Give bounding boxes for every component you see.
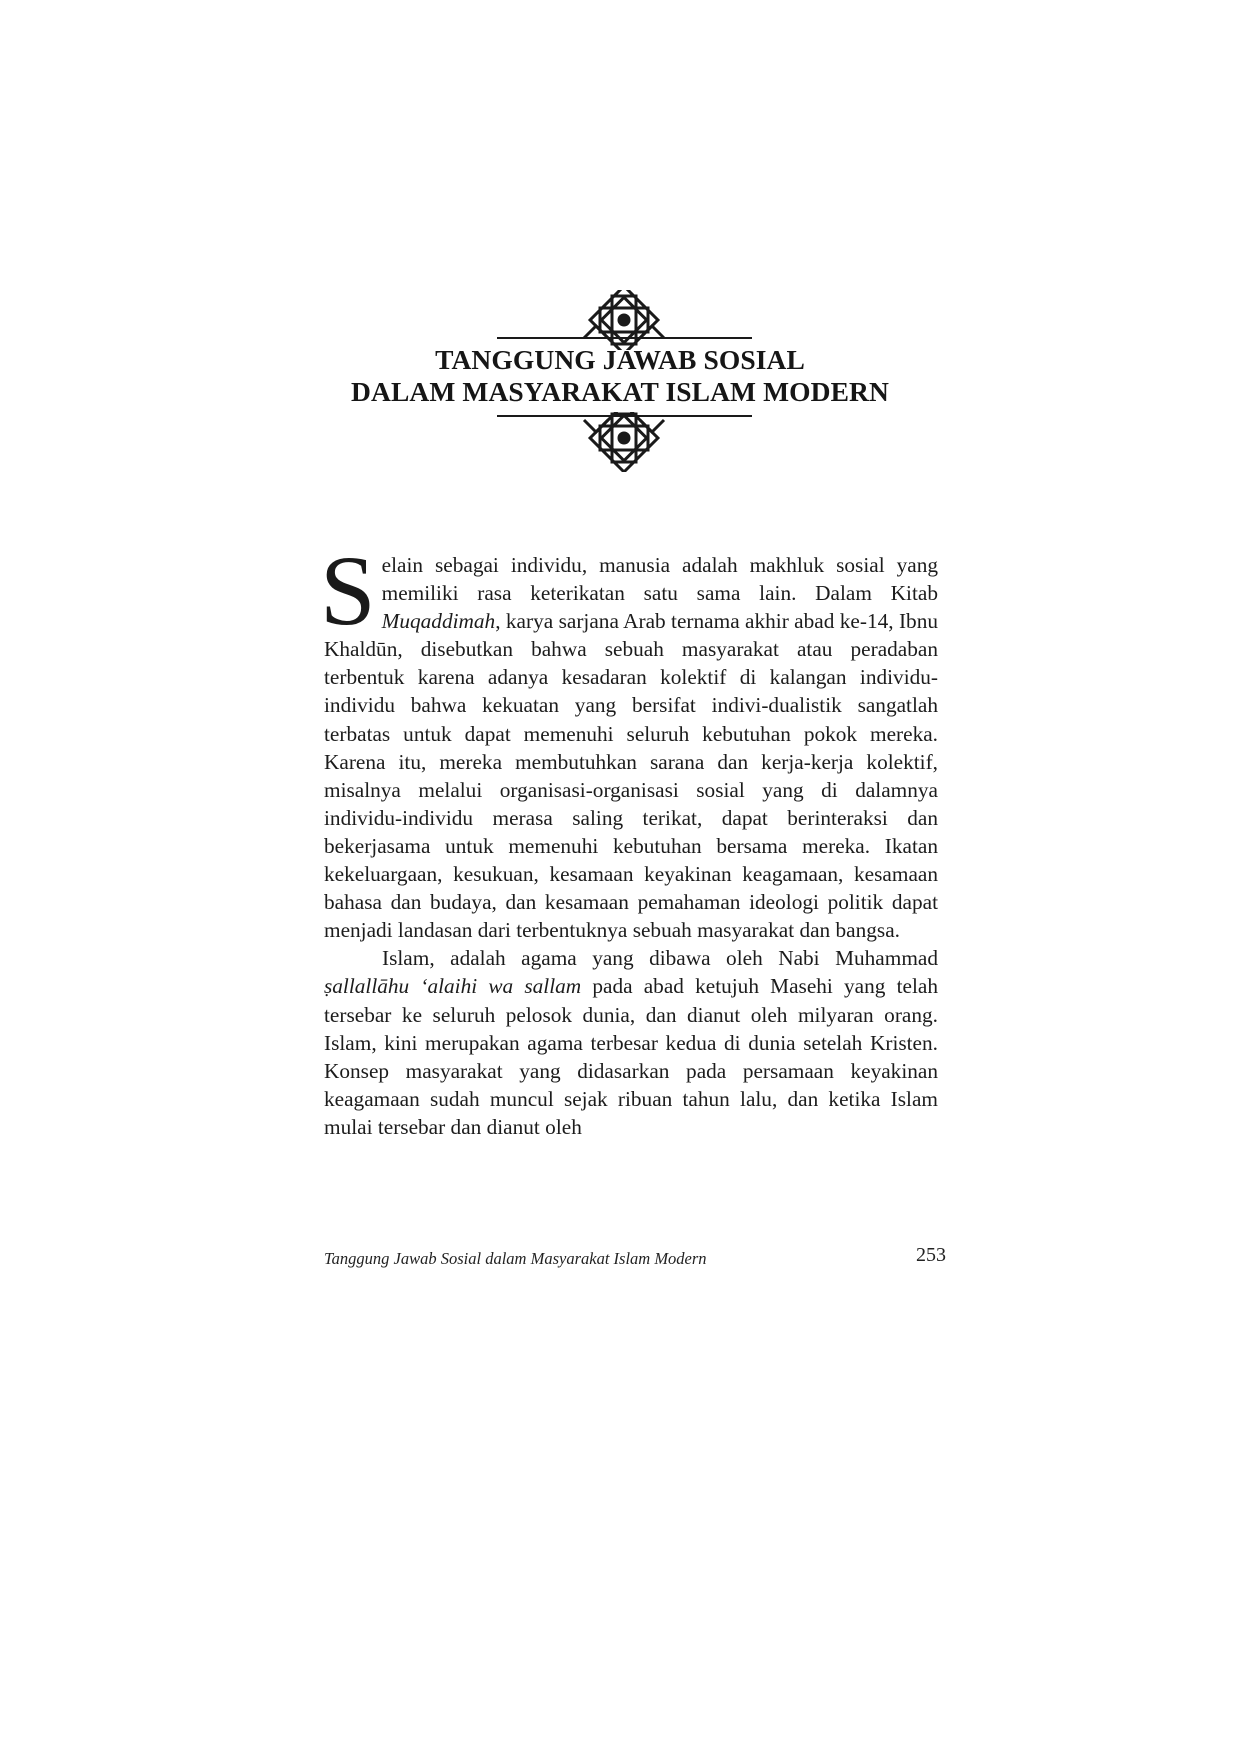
running-title: Tanggung Jawab Sosial dalam Masyarakat Islam Modern xyxy=(324,1249,707,1268)
paragraph-1-text-a: elain sebagai individu, manusia adalah makhluk sosial yang memiliki rasa keterikatan satu sama lain. Dalam Kitab xyxy=(381,553,938,606)
page-number: 253 xyxy=(916,1244,946,1266)
chapter-title-line-2: DALAM MASYARAKAT ISLAM MODERN xyxy=(351,376,889,407)
paragraph-2-text-b: pada abad ketujuh Masehi yang telah tersebar ke seluruh pelosok dunia, dan dianut oleh milyaran orang. Islam, kini merupakan agama terbesar kedua di dunia setelah Kristen. Konsep masyarakat yang didasarkan pada persamaan keyakinan keagamaan sudah muncul sejak ribuan tahun lalu, dan ketika Islam mulai tersebar dan dianut oleh xyxy=(324,974,938,1139)
drop-cap: S xyxy=(320,535,376,646)
paragraph-2 xyxy=(324,944,938,1141)
book-title-muqaddimah: Muqaddimah xyxy=(381,609,496,634)
chapter-title-line-1: TANGGUNG JAWAB SOSIAL xyxy=(435,344,805,375)
paragraph-2-text-a: Islam, adalah agama yang dibawa oleh Nabi Muhammad xyxy=(382,946,938,971)
honorific-phrase: ṣallallāhu ‘alaihi wa sallam xyxy=(324,974,582,999)
paragraph-1-text-b: , karya sarjana Arab ternama akhir abad ke-14, Ibnu Khaldūn, disebutkan bahwa sebuah masyarakat atau peradaban terbentuk karena adanya kesadaran kolektif di kalangan individu-individu bahwa kekuatan yang bersifat indivi-dualistik sangatlah terbatas untuk dapat memenuhi seluruh kebutuhan pokok mereka. Karena itu, mereka membutuhkan sarana dan kerja-kerja kolektif, misalnya melalui organisasi-organisasi sosial yang di dalamnya individu-individu merasa saling terikat, dapat berinteraksi dan bekerjasama untuk memenuhi kebutuhan bersama mereka. Ikatan kekeluargaan, kesukuan, kesamaan keyakinan keagamaan, kesamaan bahasa dan budaya, dan kesamaan pemahaman ideologi politik dapat menjadi landasan dari terbentuknya sebuah masyarakat dan bangsa. xyxy=(324,609,938,943)
chapter-title xyxy=(0,344,1240,408)
chapter-body xyxy=(320,535,938,1141)
paragraph-1 xyxy=(320,535,938,944)
geometric-knot-ornament-icon xyxy=(0,290,1240,350)
geometric-knot-ornament-bottom-icon xyxy=(0,412,1240,472)
